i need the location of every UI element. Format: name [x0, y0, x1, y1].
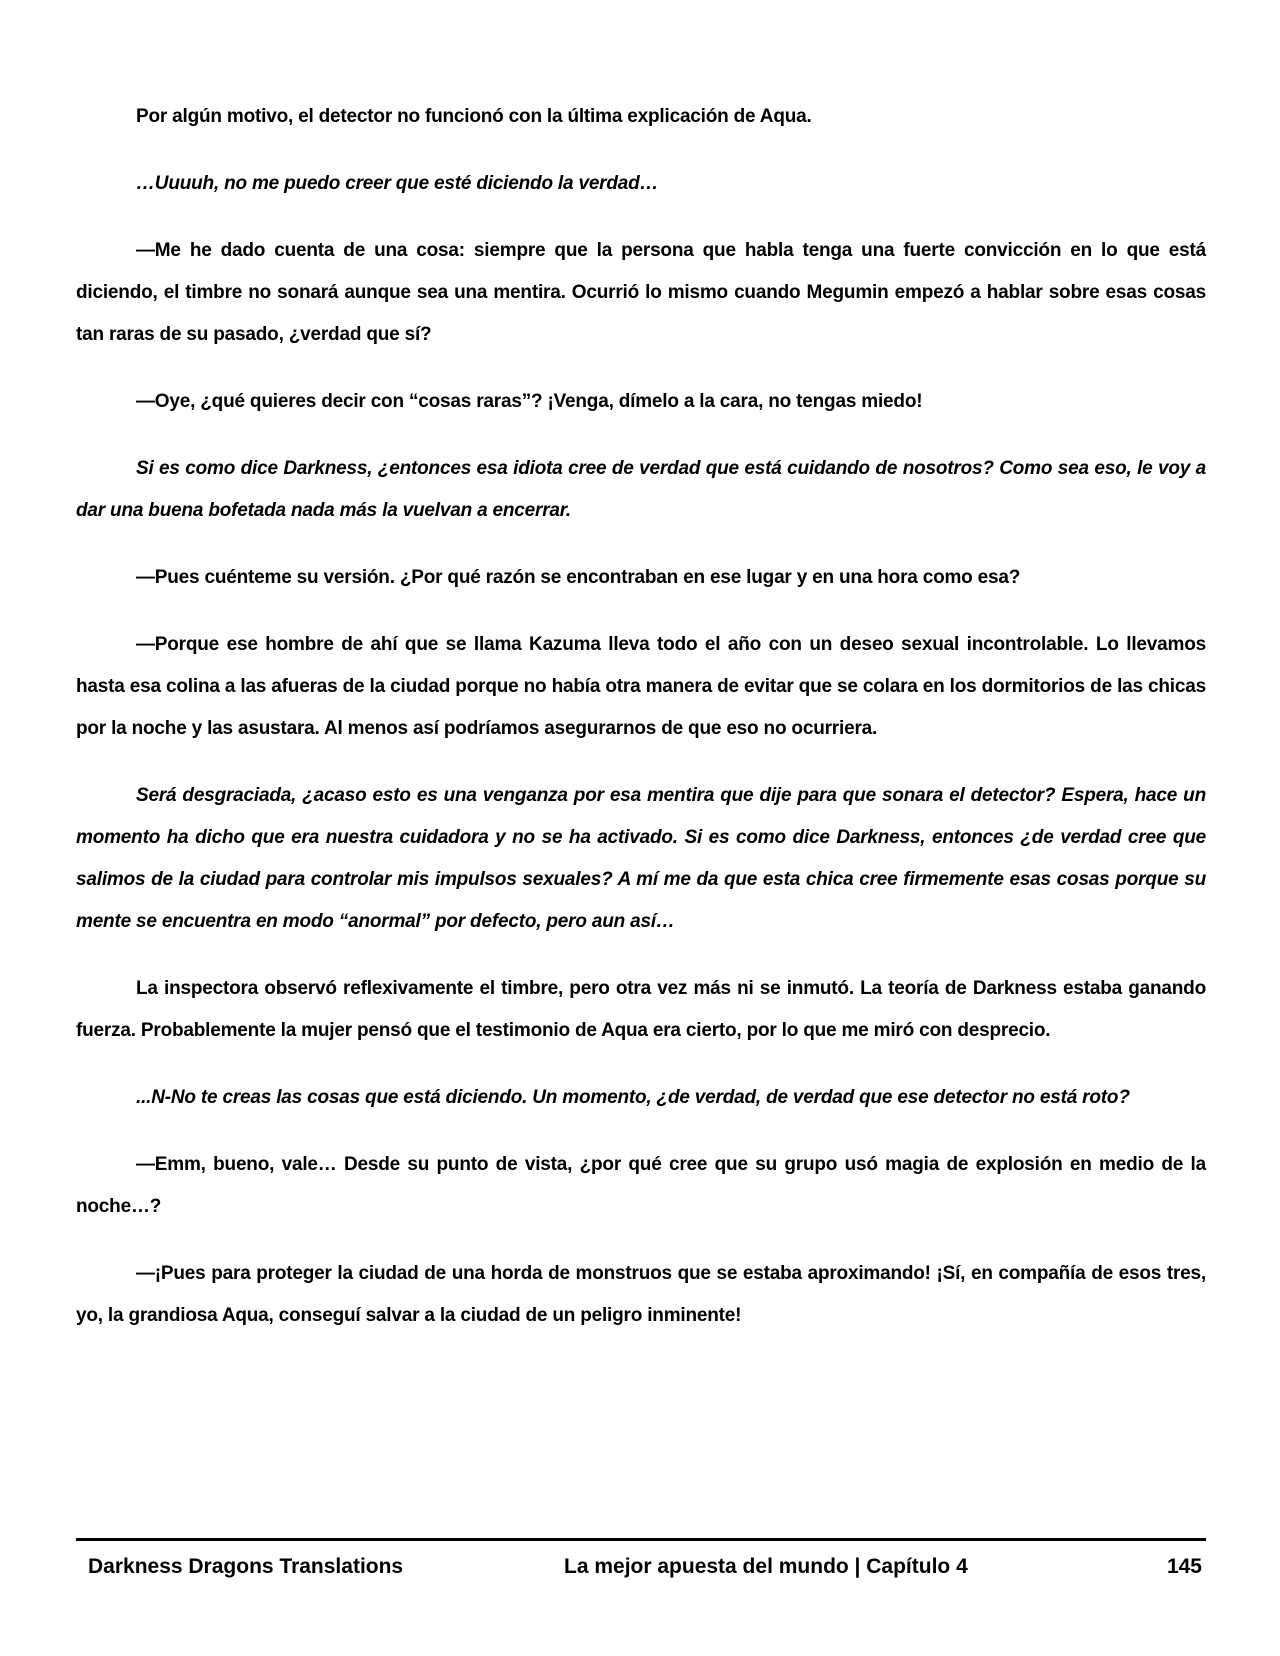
- paragraph-11: —Emm, bueno, vale… Desde su punto de vista, ¿por qué cree que su grupo usó magia de explosión en medio de la noche…?: [76, 1154, 1206, 1217]
- paragraph-7: —Porque ese hombre de ahí que se llama Kazuma lleva todo el año con un deseo sexual incontrolable. Lo llevamos hasta esa colina a las afueras de la ciudad porque no había otra manera de evitar que se colara en los dormitorios de las chicas por la noche y las asustara. Al menos así podríamos asegurarnos de que eso no ocurriera.: [76, 634, 1206, 739]
- page-footer: [76, 1547, 1206, 1587]
- paragraph-10: ...N-No te creas las cosas que está diciendo. Un momento, ¿de verdad, de verdad que ese detector no está roto?: [136, 1087, 1130, 1108]
- footer-divider: [76, 1538, 1206, 1541]
- paragraph-6: —Pues cuénteme su versión. ¿Por qué razón se encontraban en ese lugar y en una hora como esa?: [136, 567, 1021, 588]
- paragraph-2: …Uuuuh, no me puedo creer que esté diciendo la verdad…: [136, 173, 659, 194]
- paragraph-12: —¡Pues para proteger la ciudad de una horda de monstruos que se estaba aproximando! ¡Sí, en compañía de esos tres, yo, la grandiosa Aqua, conseguí salvar a la ciudad de un peligro inminente!: [76, 1263, 1206, 1326]
- footer-translator: Darkness Dragons Translations: [88, 1555, 404, 1578]
- paragraph-9: La inspectora observó reflexivamente el timbre, pero otra vez más ni se inmutó. La teoría de Darkness estaba ganando fuerza. Probablemente la mujer pensó que el testimonio de Aqua era cierto, por lo que me miró con desprecio.: [76, 978, 1206, 1041]
- paragraph-1: Por algún motivo, el detector no funcionó con la última explicación de Aqua.: [136, 106, 812, 127]
- footer-chapter: La mejor apuesta del mundo | Capítulo 4: [564, 1555, 968, 1578]
- paragraph-3: —Me he dado cuenta de una cosa: siempre que la persona que habla tenga una fuerte convicción en lo que está diciendo, el timbre no sonará aunque sea una mentira. Ocurrió lo mismo cuando Megumin empezó a hablar sobre esas cosas tan raras de su pasado, ¿verdad que sí?: [76, 240, 1206, 345]
- paragraph-5: Si es como dice Darkness, ¿entonces esa idiota cree de verdad que está cuidando de nosotros? Como sea eso, le voy a dar una buena bofetada nada más la vuelvan a encerrar.: [76, 458, 1206, 521]
- paragraph-4: —Oye, ¿qué quieres decir con “cosas raras”? ¡Venga, dímelo a la cara, no tengas miedo!: [136, 391, 923, 412]
- paragraph-8: Será desgraciada, ¿acaso esto es una venganza por esa mentira que dije para que sonara el detector? Espera, hace un momento ha dicho que era nuestra cuidadora y no se ha activado. Si es como dice Darkness, entonces ¿de verdad cree que salimos de la ciudad para controlar mis impulsos sexuales? A mí me da que esta chica cree firmemente esas cosas porque su mente se encuentra en modo “anormal” por defecto, pero aun así…: [76, 785, 1206, 932]
- footer-page-number: 145: [1166, 1555, 1202, 1578]
- page-body: [76, 96, 1206, 1362]
